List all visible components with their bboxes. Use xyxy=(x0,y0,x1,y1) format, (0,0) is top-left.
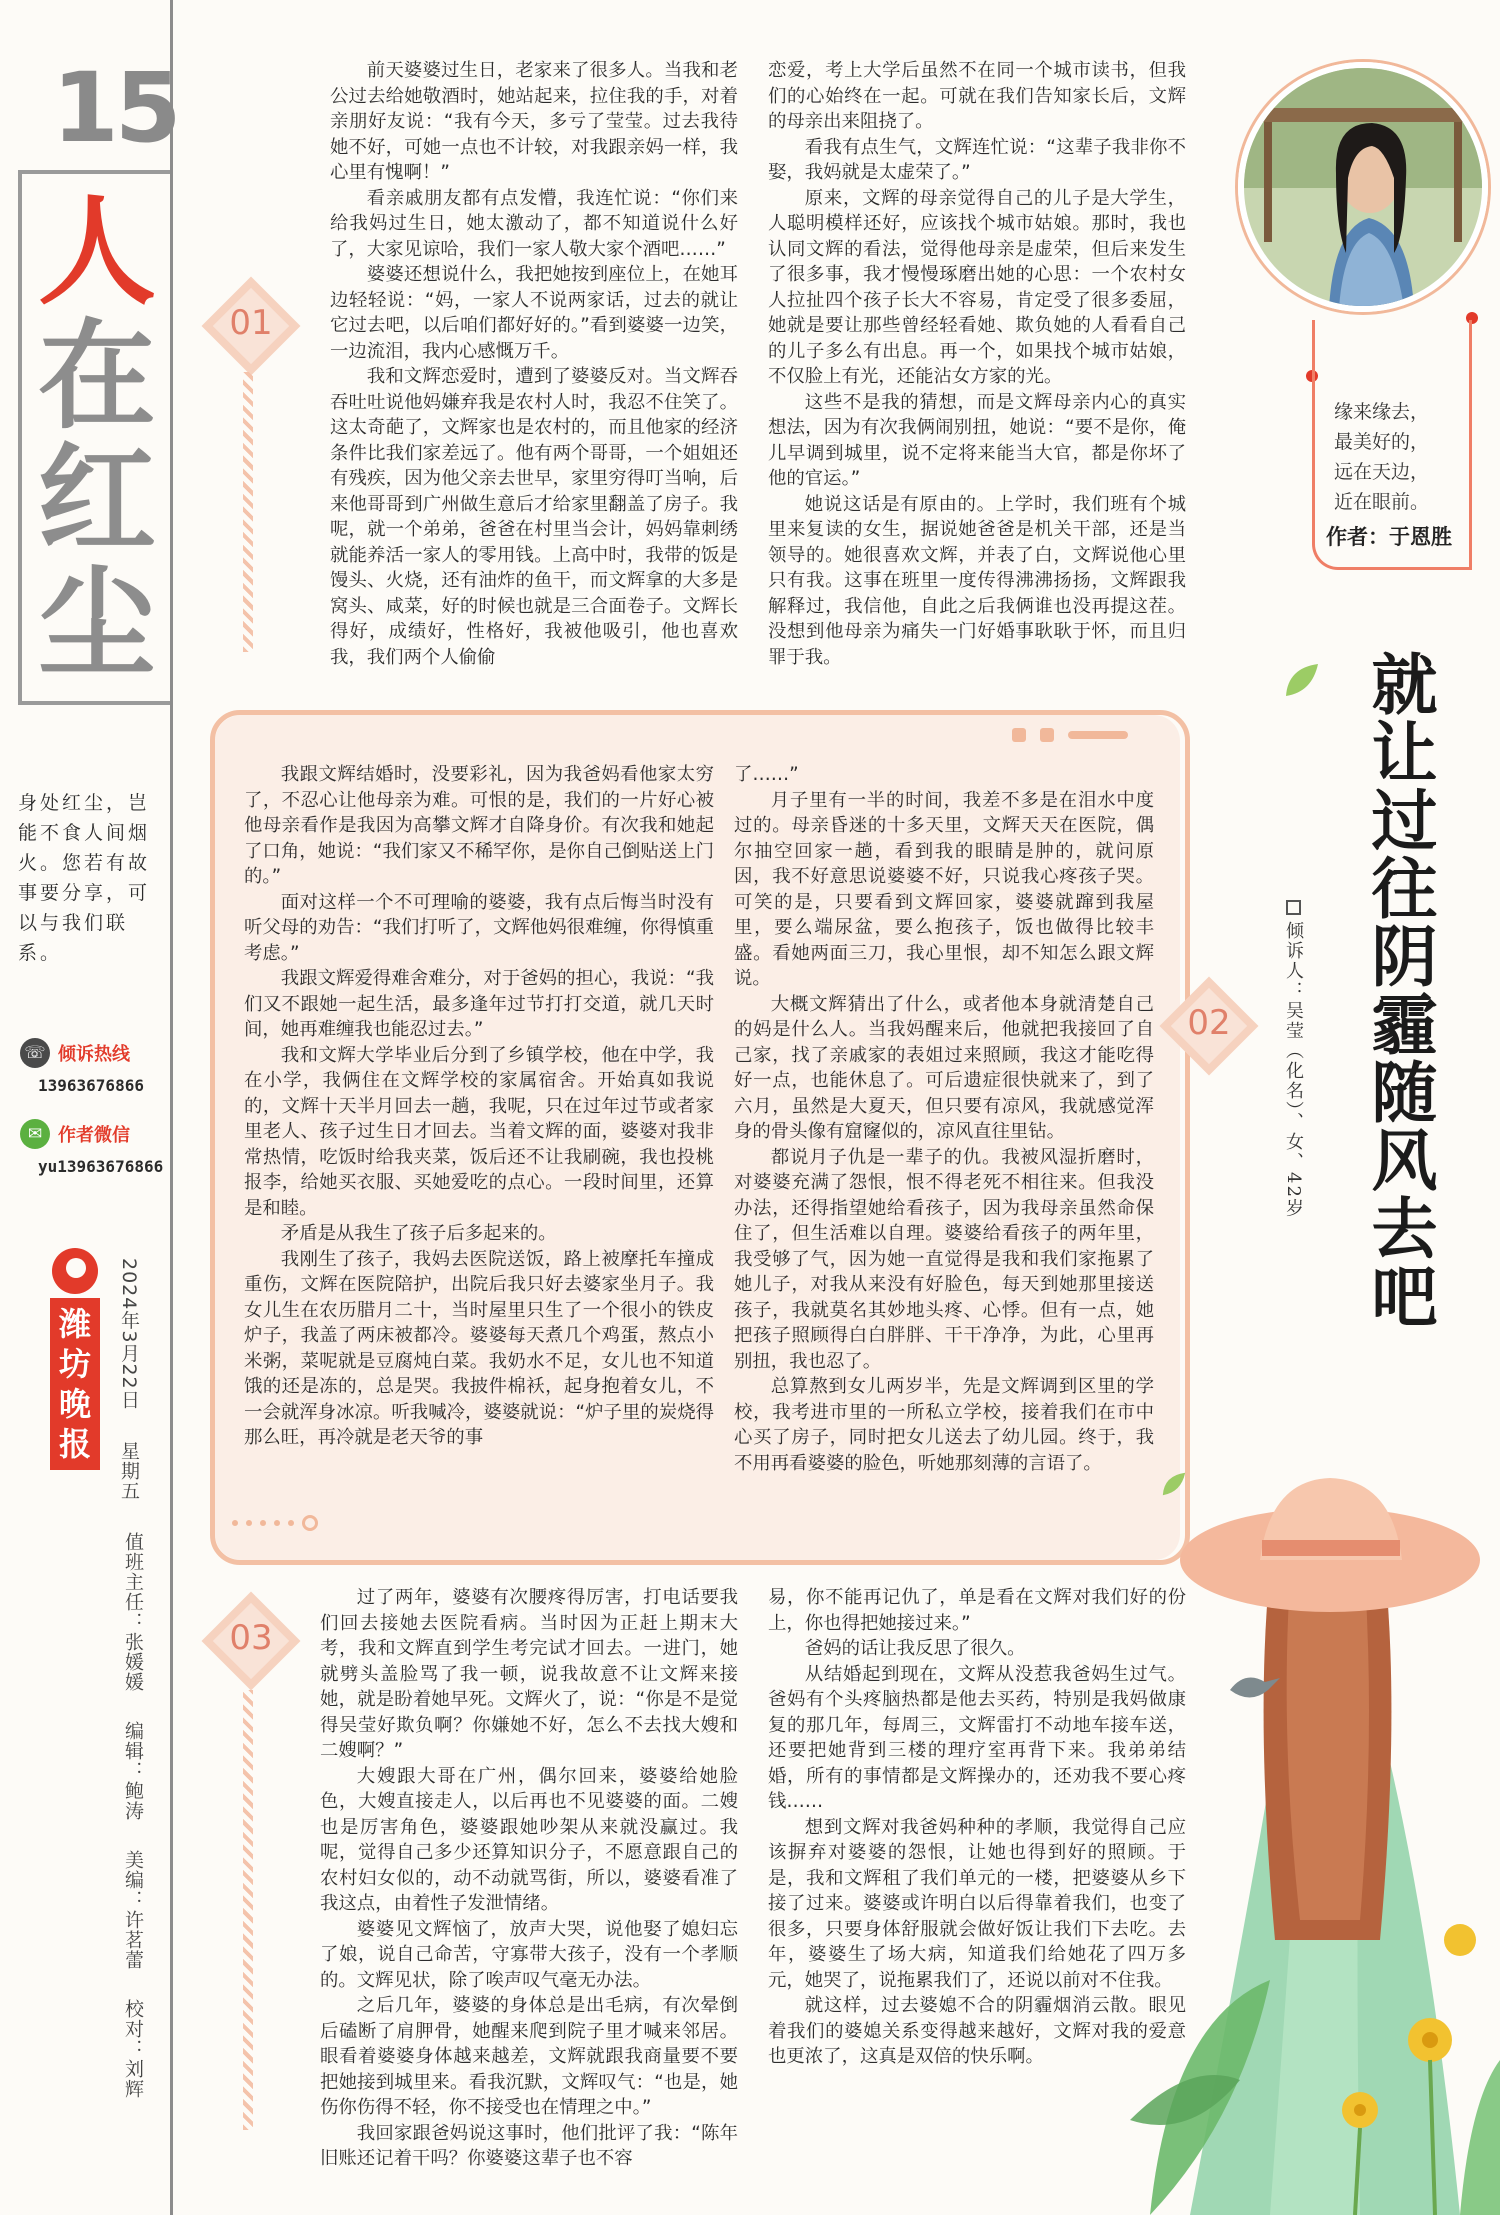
staff-proof: 校对：刘辉 xyxy=(122,1999,144,2100)
section-03-left-column xyxy=(320,1585,738,2172)
paragraph: 之后几年，婆婆的身体总是出毛病，有次晕倒后磕断了肩胛骨，她醒来爬到院子里才喊来邻居。眼看着婆婆身体越来越差，文辉就跟我商量要不要把她接到城里来。看我沉默，文辉叹气：“也是，她伤你伤得不轻，你不接受也在情理之中。” xyxy=(320,1995,738,2118)
section-02-right-column xyxy=(734,762,1154,1476)
contact-block xyxy=(20,1038,170,1200)
paragraph: 大概文辉猜出了什么，或者他本身就清楚自己的妈是什么人。当我妈醒来后，他就把我接回了自己家，找了亲戚家的表姐过来照顾，我这才能吃得好一点，也能休息了。可后遗症很快就来了，到了六月，虽然是大夏天，但只要有凉风，我就感觉浑身的骨头像有窟窿似的，凉风直往里钻。 xyxy=(734,993,1154,1142)
wechat-id: yu13963676866 xyxy=(38,1157,164,1176)
newspaper-name-char: 报 xyxy=(58,1425,91,1463)
section-number-01: 01 xyxy=(210,285,292,367)
paragraph: 我和文辉大学毕业后分到了乡镇学校，他在中学，我在小学，我俩住在文辉学校的家属宿舍。开始真如我说的，文辉十天半月回去一趟，我呢，只在过年过节或者家里老人、孩子过生日才回去。当着文辉的面，婆婆对我非常热情，吃饭时给我夹菜，饭后还不让我刷碗，我也投桃报李，给她买衣服、买她爱吃的点心。一段时间里，还算是和睦。 xyxy=(244,1044,714,1219)
newspaper-logo xyxy=(50,1248,100,1470)
checkbox-icon xyxy=(1286,900,1301,915)
staff-art: 美编：许茗蕾 xyxy=(122,1850,144,1971)
section-stripe xyxy=(243,1690,253,2130)
card-decoration xyxy=(1012,728,1128,742)
phone-icon: ☏ xyxy=(20,1038,50,1068)
column-title-char: 红 xyxy=(37,430,156,569)
portrait-photo xyxy=(1238,62,1488,312)
paragraph: 她说这话是有原由的。上学时，我们班有个城里来复读的女生，据说她爸爸是机关干部，还是当领导的。她很喜欢文辉，并表了白，文辉说他心里只有我。这事在班里一度传得沸沸扬扬，文辉跟我解释过，我信他，自此之后我俩谁也没再提这茬。没想到他母亲为痛失一门好婚事耿耿于怀，而且归罪于我。 xyxy=(768,493,1186,668)
poem-line: 缘来缘去， xyxy=(1334,401,1430,423)
paragraph: 我刚生了孩子，我妈去医院送饭，路上被摩托车撞成重伤，文辉在医院陪护，出院后我只好去婆家坐月子。我女儿生在农历腊月二十，当时屋里只生了一个很小的铁皮炉子，我盖了两床被都冷。婆婆每天煮几个鸡蛋，熬点小米粥，菜呢就是豆腐炖白菜。我奶水不足，女儿也不知道饿的还是冻的，总是哭。我披件棉袄，起身抱着女儿，不一会就浑身冰凉。听我喊冷，婆婆就说：“炉子里的炭烧得那么旺，再冷就是老天爷的事 xyxy=(244,1248,714,1448)
poem-line: 远在天边， xyxy=(1334,461,1430,483)
paragraph: 面对这样一个不可理喻的婆婆，我有点后悔当时没有听父母的劝告：“我们打听了，文辉他妈很难缠，你得慎重考虑。” xyxy=(244,891,714,964)
paragraph: 原来，文辉的母亲觉得自己的儿子是大学生，人聪明模样还好，应该找个城市姑娘。那时，我也认同文辉的看法，觉得他母亲是虚荣，但后来发生了很多事，我才慢慢琢磨出她的心思：一个农村女人拉扯四个孩子长大不容易，肯定受了很多委屈，她就是要让那些曾经轻看她、欺负她的人看看自己的儿子多么有出息。再一个，如果找个城市姑娘，不仅脸上有光，还能沾女方家的光。 xyxy=(768,187,1186,387)
paragraph: 大嫂跟大哥在广州，偶尔回来，婆婆给她脸色，大嫂直接走人，以后再也不见婆婆的面。二嫂也是厉害角色，婆婆跟她吵架从来就没赢过。我呢，觉得自己多少还算知识分子，不愿意跟自己的农村妇女似的，动不动就骂街，所以，婆婆看准了我这点，由着性子发泄情绪。 xyxy=(320,1765,738,1914)
section-number-03: 03 xyxy=(210,1600,292,1682)
paragraph: 婆婆还想说什么，我把她按到座位上，在她耳边轻轻说：“妈，一家人不说两家话，过去的就让它过去吧，以后咱们都好好的。”看到婆婆一边笑，一边流泪，我内心感慨万千。 xyxy=(330,264,738,362)
paragraph: 看我有点生气，文辉连忙说：“这辈子我非你不娶，我妈就是太虚荣了。” xyxy=(768,136,1186,183)
paragraph: 过了两年，婆婆有次腰疼得厉害，打电话要我们回去接她去医院看病。当时因为正赶上期末大考，我和文辉直到学生考完试才回去。一进门，她就劈头盖脸骂了我一顿，说我故意不让文辉来接她，就是盼着她早死。文辉火了，说：“你是不是觉得吴莹好欺负啊？你嫌她不好，怎么不去找大嫂和二嫂啊？” xyxy=(320,1587,738,1761)
girl-illustration xyxy=(1130,1420,1500,2215)
section-02-left-column xyxy=(244,762,714,1451)
section-number-02: 02 xyxy=(1168,985,1250,1067)
staff-duty: 值班主任：张媛媛 xyxy=(122,1532,144,1692)
poem xyxy=(1334,397,1484,517)
newspaper-name-char: 坊 xyxy=(58,1345,91,1383)
headline: 就让过往阴霾随风去吧 xyxy=(1360,650,1437,1330)
newspaper-name-char: 潍 xyxy=(58,1305,91,1343)
newspaper-name xyxy=(50,1298,100,1470)
leaf-icon xyxy=(1282,660,1322,700)
card-decoration xyxy=(232,1515,318,1531)
staff-editor: 编辑：鲍涛 xyxy=(122,1721,144,1822)
author-credit: 作者：于恩胜 xyxy=(1326,525,1452,549)
poem-line: 近在眼前。 xyxy=(1334,491,1430,513)
weekday-text: 星期五 xyxy=(118,1440,140,1501)
paragraph: 都说月子仇是一辈子的仇。我被风湿折磨时，对婆婆充满了怨恨，恨不得老死不相往来。但我没办法，还得指望她给看孩子，因为我母亲虽然命保住了，但生活难以自理。婆婆给看孩子的两年里，我受够了气，因为她一直觉得是我和我们家拖累了她儿子，对我从来没有好脸色，每天到她那里接送孩子，我就莫名其妙地头疼、心悸。但有一点，她把孩子照顾得白白胖胖、干干净净，为此，心里再别扭，我也忍了。 xyxy=(734,1146,1154,1372)
paragraph: 就这样，过去婆媳不合的阴霾烟消云散。眼见着我们的婆媳关系变得越来越好，文辉对我的爱意也更浓了，这真是双倍的快乐啊。 xyxy=(768,1995,1186,2067)
paragraph: 前天婆婆过生日，老家来了很多人。当我和老公过去给她敬酒时，她站起来，拉住我的手，对着亲朋好友说：“我有今天，多亏了莹莹。过去我待她不好，可她一点也不计较，对我跟亲妈一样，我心里有愧啊！” xyxy=(330,60,738,183)
paragraph: 我回家跟爸妈说这事时，他们批评了我：“陈年旧账还记着干吗？你婆婆这辈子也不容 xyxy=(320,2122,738,2169)
column-title-char: 尘 xyxy=(37,554,156,693)
paragraph: 我跟文辉爱得难舍难分，对于爸妈的担心，我说：“我们又不跟她一起生活，最多逢年过节打打交道，就几天时间，她再难缠我也能忍过去。” xyxy=(244,968,714,1040)
paragraph: 易，你不能再记仇了，单是看在文辉对我们好的份上，你也得把她接过来。” xyxy=(768,1587,1186,1634)
wechat-label: 作者微信 xyxy=(58,1125,130,1146)
column-divider xyxy=(170,0,173,2215)
column-note: 身处红尘，岂能不食人间烟火。您若有故事要分享，可以与我们联系。 xyxy=(18,792,151,964)
column-title-char: 人 xyxy=(37,182,156,321)
paragraph: 月子里有一半的时间，我差不多是在泪水中度过的。母亲昏迷的十多天里，文辉天天在医院，偶尔抽空回家一趟，看到我的眼睛是肿的，就问原因，我不好意思说婆婆不好，只说我心疼孩子哭。可笑的是，只要看到文辉回家，婆婆就蹿到我屋里，要么端尿盆，要么抱孩子，饭也做得比较丰盛。看她两面三刀，我心里恨，却不知怎么跟文辉说。 xyxy=(734,789,1154,989)
section-03-right-column xyxy=(768,1585,1186,2070)
section-stripe xyxy=(243,372,253,652)
paragraph: 总算熬到女儿两岁半，先是文辉调到区里的学校，我考进市里的一所私立学校，接着我们在市中心买了房子，同时把女儿送去了幼儿园。终于，我不用再看婆婆的脸色，听她那刻薄的言语了。 xyxy=(734,1376,1154,1474)
column-title-char: 在 xyxy=(37,306,156,445)
paragraph: 从结婚起到现在，文辉从没惹我爸妈生过气。爸妈有个头疼脑热都是他去买药，特别是我妈做康复的那几年，每周三，文辉雷打不动地车接车送，还要把她背到三楼的理疗室再背下来。我弟弟结婚，所有的事情都是文辉操办的，还劝我不要心疼钱…… xyxy=(768,1663,1186,1812)
wechat-icon: ✉ xyxy=(20,1119,50,1149)
poem-line: 最美好的， xyxy=(1334,431,1430,453)
hotline-number: 13963676866 xyxy=(38,1076,144,1095)
paragraph: 我跟文辉结婚时，没要彩礼，因为我爸妈看他家太穷了，不忍心让他母亲为难。可恨的是，我们的一片好心被他母亲看作是我因为高攀文辉才自降身价。有次我和她起了口角，她说：“我们家又不稀罕你，是你自己倒贴送上门的。” xyxy=(244,764,714,887)
section-01-left-column xyxy=(330,58,738,670)
paragraph: 爸妈的话让我反思了很久。 xyxy=(804,1638,1026,1659)
paragraph: 婆婆见文辉恼了，放声大哭，说他娶了媳妇忘了娘，说自己命苦，守寡带大孩子，没有一个孝顺的。文辉见状，除了唉声叹气毫无办法。 xyxy=(320,1918,738,1991)
narrator-text: 倾诉人：吴莹（化名）、女、42岁 xyxy=(1283,921,1304,1219)
paragraph: 恋爱，考上大学后虽然不在同一个城市读书，但我们的心始终在一起。可就在我们告知家长后，文辉的母亲出来阻挠了。 xyxy=(768,60,1186,132)
issue-date xyxy=(116,1258,143,1501)
newspaper-logo-icon xyxy=(52,1248,98,1294)
date-text: 2024年3月22日 xyxy=(118,1258,140,1410)
newspaper-name-char: 晚 xyxy=(58,1385,91,1423)
paragraph: 这些不是我的猜想，而是文辉母亲内心的真实想法，因为有次我俩闹别扭，她说：“要不是你，俺儿早调到城里，说不定将来能当大官，都是你坏了他的官运。” xyxy=(768,391,1186,489)
section-01-right-column xyxy=(768,58,1186,670)
paragraph: 了……” xyxy=(734,764,799,785)
paragraph: 看亲戚朋友都有点发懵，我连忙说：“你们来给我妈过生日，她太激动了，都不知道说什么好了，大家见谅哈，我们一家人敬大家个酒吧……” xyxy=(330,187,738,260)
paragraph: 矛盾是从我生了孩子后多起来的。 xyxy=(280,1223,557,1244)
paragraph: 想到文辉对我爸妈种种的孝顺，我觉得自己应该摒弃对婆婆的怨恨，让她也得到好的照顾。于是，我和文辉租了我们单元的一楼，把婆婆从乡下接了过来。婆婆或许明白以后得靠着我们，也变了很多，只要身体舒服就会做好饭让我们下去吃。去年，婆婆生了场大病，知道我们给她花了四万多元，她哭了，说拖累我们了，还说以前对不住我。 xyxy=(768,1816,1186,1991)
page-number: 15 xyxy=(52,52,178,164)
narrator-info xyxy=(1280,900,1306,1219)
hotline-label: 倾诉热线 xyxy=(58,1044,130,1065)
column-title xyxy=(32,182,162,693)
paragraph: 我和文辉恋爱时，遭到了婆婆反对。当文辉吞吞吐吐说他妈嫌弃我是农村人时，我忍不住笑了。这太奇葩了，文辉家也是农村的，而且他家的经济条件比我们家差远了。他有两个哥哥，一个姐姐还有残疾，因为他父亲去世早，家里穷得叮当响，后来他哥哥到广州做生意后才给家里翻盖了房子。我呢，就一个弟弟，爸爸在村里当会计，妈妈靠刺绣就能养活一家人的零用钱。上高中时，我带的饭是馒头、火烧，还有油炸的鱼干，而文辉拿的大多是窝头、咸菜，好的时候也就是三合面卷子。文辉长得好，成绩好，性格好，我被他吸引，他也喜欢我，我们两个人偷偷 xyxy=(330,366,738,668)
staff-credits xyxy=(118,1532,148,2121)
